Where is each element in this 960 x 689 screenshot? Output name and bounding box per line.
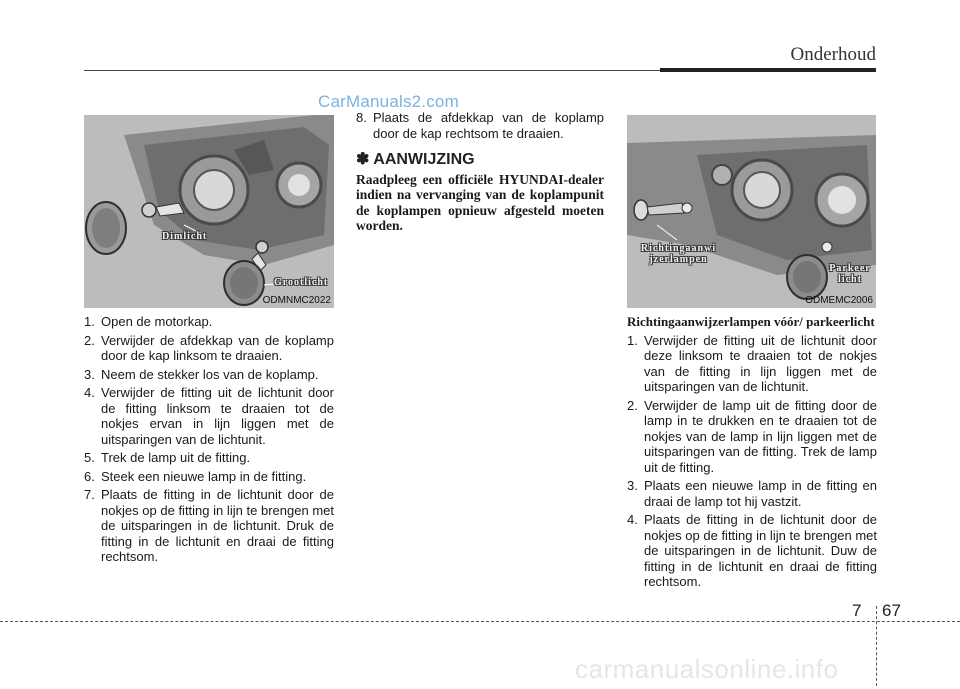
step-text: Verwijder de fitting uit de lichtunit door deze linksom te draaien tot de nokjes van de fitting in lijn liggen met de uitsparingen van de lichtunit. [644,332,877,394]
step-number: 6. [84,468,95,484]
step-text: Plaats de afdekkap van de koplamp door de kap rechtsom te draaien. [373,110,604,141]
instructions-middle-column [356,110,604,234]
step-item [627,333,877,395]
steps-list-middle [356,110,604,141]
footer-rule [0,621,960,622]
step-text: Plaats de fitting in de lichtunit door de nokjes op de fitting in lijn te brengen met de uitsparingen in de lichtunit. Duw de fitting in de lichtunit en draai de fitting rechtsom. [644,512,877,589]
step-text: Open de motorkap. [101,314,213,329]
steps-list-left [84,314,334,565]
callout-richtingaanwijzerlampen: Richtingaanwi jzerlampen [640,243,717,265]
step-number: 7. [84,487,95,502]
step-number: 3. [84,366,95,382]
step-text: Verwijder de lamp uit de fitting door de lamp in te drukken en te draaien tot de nokjes van de lamp in lijn liggen met de uitsparingen van de fitting. Trek de lamp uit de fitting. [644,397,877,475]
note-star-icon: ✽ [356,151,370,168]
instructions-left-column [84,314,334,568]
step-number: 2. [84,332,95,348]
step-text: Trek de lamp uit de fitting. [101,450,251,465]
headlamp-figure-right [627,115,876,308]
header-rule-accent [660,68,876,72]
headlamp-figure-left [84,115,334,308]
steps-list-right [627,333,877,590]
step-number: 1. [84,314,95,329]
step-item [84,450,334,466]
step-number: 5. [84,450,95,465]
step-item [84,487,334,565]
note-heading-text: AANWIJZING [373,151,475,168]
step-number: 2. [627,397,638,413]
watermark-link[interactable]: CarManuals2.com [318,92,459,111]
figure-code-right: ODMEMC2006 [805,295,873,306]
callout-dimlicht: Dimlicht [162,231,208,242]
figure-code-left: ODMNMC2022 [262,295,331,306]
step-text: Plaats de fitting in de lichtunit door de nokjes op de fitting in lijn te brengen met de uitsparingen in de lichtunit. Druk de fitting in de lichtunit en draai de fitting rechtsom. [101,487,334,564]
step-item [84,333,334,364]
step-item [84,314,334,330]
step-item [84,469,334,485]
page-number: 67 [882,601,901,620]
step-item [84,385,334,447]
step-number: 4. [84,385,95,400]
step-number: 1. [627,332,638,348]
callout-parkeerlicht: Parkeer licht [829,263,871,285]
step-item [627,398,877,476]
step-text: Plaats een nieuwe lamp in de fitting en draai de lamp tot hij vastzit. [644,478,877,509]
callout-grootlicht: Grootlicht [274,277,329,288]
page-number-separator [876,606,877,686]
step-text: Verwijder de afdekkap van de koplamp door de kap linksom te draaien. [101,332,334,363]
section-heading: Richtingaanwijzerlampen vóór/ parkeerlicht [627,314,875,329]
site-watermark: carmanualsonline.info [575,654,839,684]
chapter-number: 7 [852,601,862,620]
page-header-title: Onderhoud [790,44,876,65]
step-text: Verwijder de fitting uit de lichtunit door de fitting linksom te draaien tot de nokjes ervan in lijn liggen met de uitsparingen van de lichtunit. [101,385,334,447]
step-text: Steek een nieuwe lamp in de fitting. [101,468,307,484]
step-number: 4. [627,512,638,527]
step-number: 3. [627,478,638,493]
instructions-right-column [627,314,877,593]
step-item [84,367,334,383]
step-item [356,110,604,141]
step-text: Neem de stekker los van de koplamp. [101,366,319,382]
step-item [627,512,877,590]
step-item [627,478,877,509]
note-body: Raadpleeg een officiële HYUNDAI-dealer indien na vervanging van de koplampunit de koplampen opnieuw afgesteld moeten worden. [356,171,604,233]
step-number: 8. [356,110,367,125]
note-heading [356,152,604,168]
